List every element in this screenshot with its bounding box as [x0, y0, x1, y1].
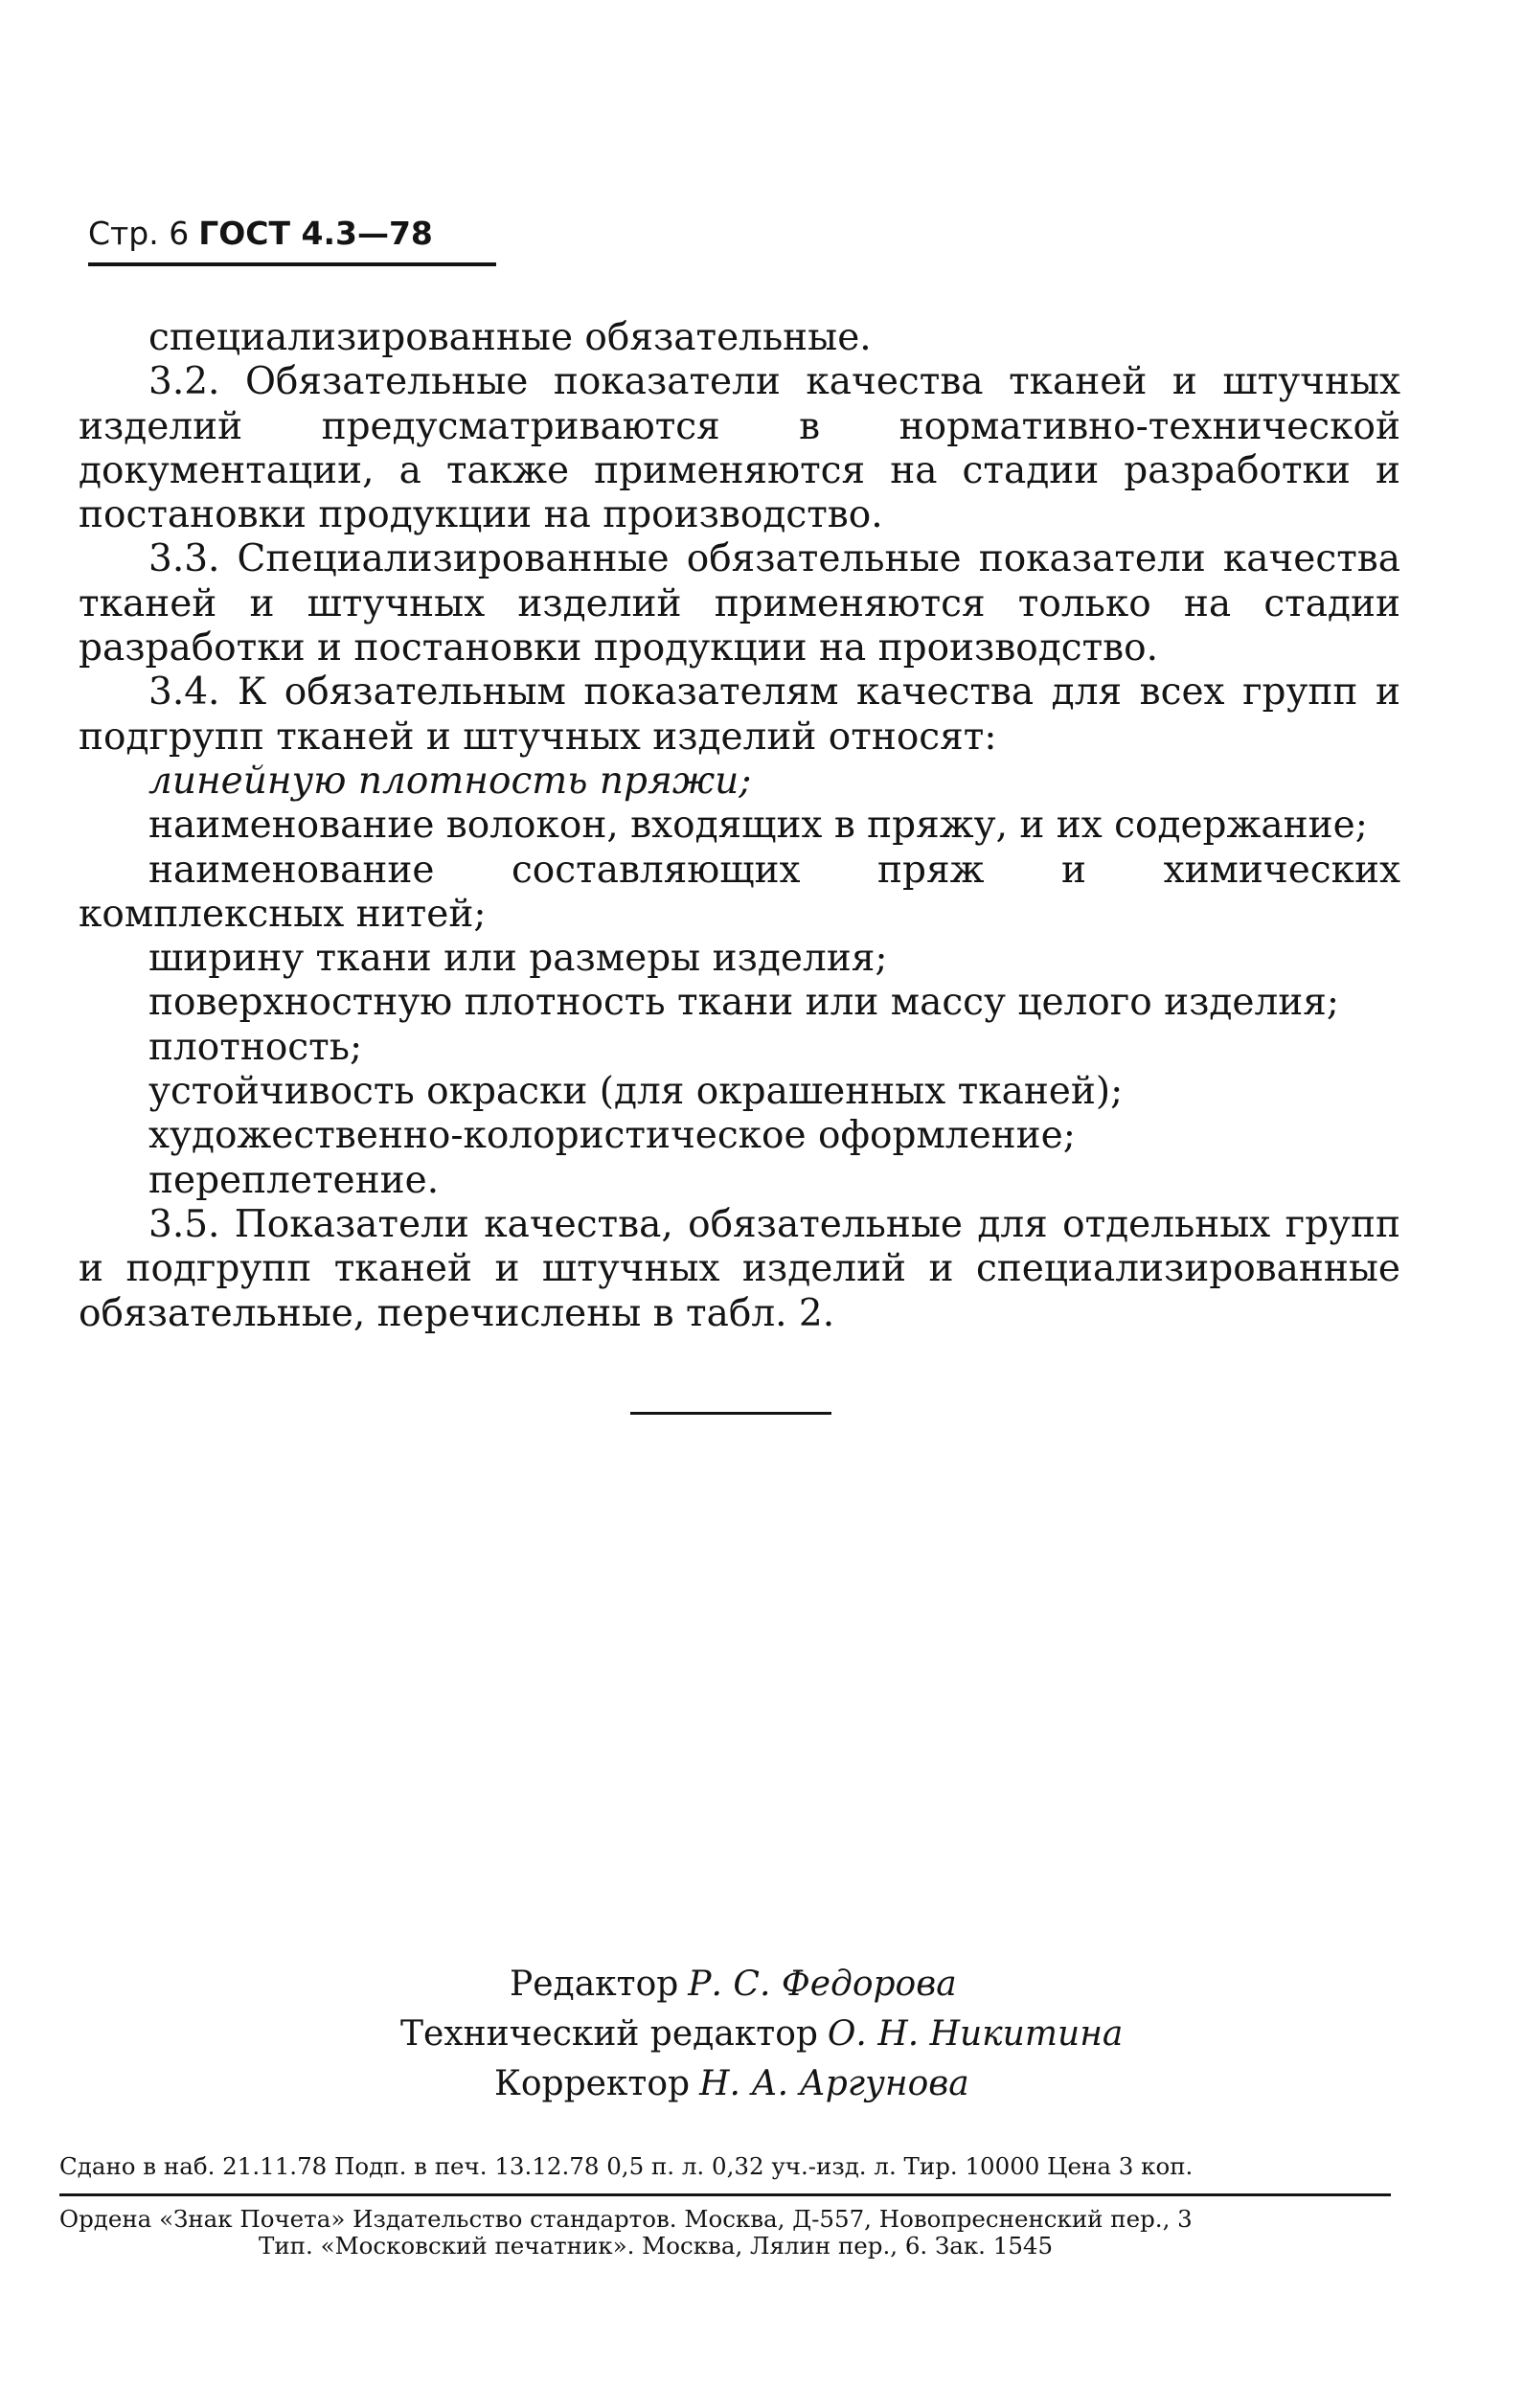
- continuation-text: специализированные обязательные.: [148, 316, 872, 359]
- printer-line: Тип. «Московский печатник». Москва, Лялин пер., 6. Зак. 1545: [259, 2232, 1054, 2260]
- list-item: ширину ткани или размеры изделия;: [148, 937, 888, 981]
- page-number: Стр. 6: [88, 215, 190, 252]
- main-text: [79, 316, 1400, 1336]
- paragraph-3-2: 3.2. Обязательные показатели качества тканей и штучных изделий предусматриваются в нормативно-технической документации, а также применяются на стадии разработки и постановки продукции на производство.: [79, 360, 1400, 537]
- list-item: переплетение.: [148, 1158, 440, 1202]
- standard-code: ГОСТ 4.3—78: [198, 215, 433, 252]
- editor-role: Редактор: [510, 1965, 679, 2004]
- editor-line: [510, 1959, 957, 2010]
- corrector-role: Корректор: [494, 2064, 691, 2103]
- page-header: [88, 215, 433, 253]
- tech-editor-line: [400, 2009, 1123, 2060]
- corrector-name: Н. А. Аргунова: [699, 2064, 969, 2103]
- publisher-line: Ордена «Знак Почета» Издательство стандартов. Москва, Д-557, Новопресненский пер., 3: [59, 2205, 1193, 2233]
- list-item: наименование составляющих пряж и химических комплексных нитей;: [79, 848, 1400, 936]
- paragraph-3-5: 3.5. Показатели качества, обязательные для отдельных групп и подгрупп тканей и штучных изделий и специализированные обязательные, перечислены в табл. 2.: [79, 1202, 1400, 1335]
- imprint-line: Сдано в наб. 21.11.78 Подп. в печ. 13.12.78 0,5 п. л. 0,32 уч.-изд. л. Тир. 10000 Цена 3 коп.: [59, 2152, 1194, 2180]
- editor-name: Р. С. Федорова: [688, 1965, 957, 2004]
- tech-editor-name: О. Н. Никитина: [827, 2014, 1124, 2054]
- list-item: художественно-колористическое оформление;: [148, 1114, 1076, 1158]
- imprint-divider: [59, 2193, 1391, 2196]
- paragraph-3-4: 3.4. К обязательным показателям качества для всех групп и подгрупп тканей и штучных изделий относят:: [79, 670, 1400, 759]
- list-item: линейную плотность пряжи;: [148, 759, 752, 803]
- paragraph-3-3: 3.3. Специализированные обязательные показатели качества тканей и штучных изделий применяются только на стадии разработки и постановки продукции на производство.: [79, 537, 1400, 670]
- list-item: наименование волокон, входящих в пряжу, и их содержание;: [148, 804, 1368, 848]
- list-item: устойчивость окраски (для окрашенных тканей);: [148, 1070, 1124, 1114]
- corrector-line: [494, 2058, 969, 2110]
- continuation-paragraph: [79, 316, 1400, 360]
- tech-editor-role: Технический редактор: [400, 2014, 818, 2054]
- list-item: поверхностную плотность ткани или массу целого изделия;: [148, 981, 1339, 1025]
- list-item: плотность;: [148, 1025, 363, 1069]
- header-divider: [88, 262, 496, 266]
- section-end-divider: [630, 1412, 831, 1415]
